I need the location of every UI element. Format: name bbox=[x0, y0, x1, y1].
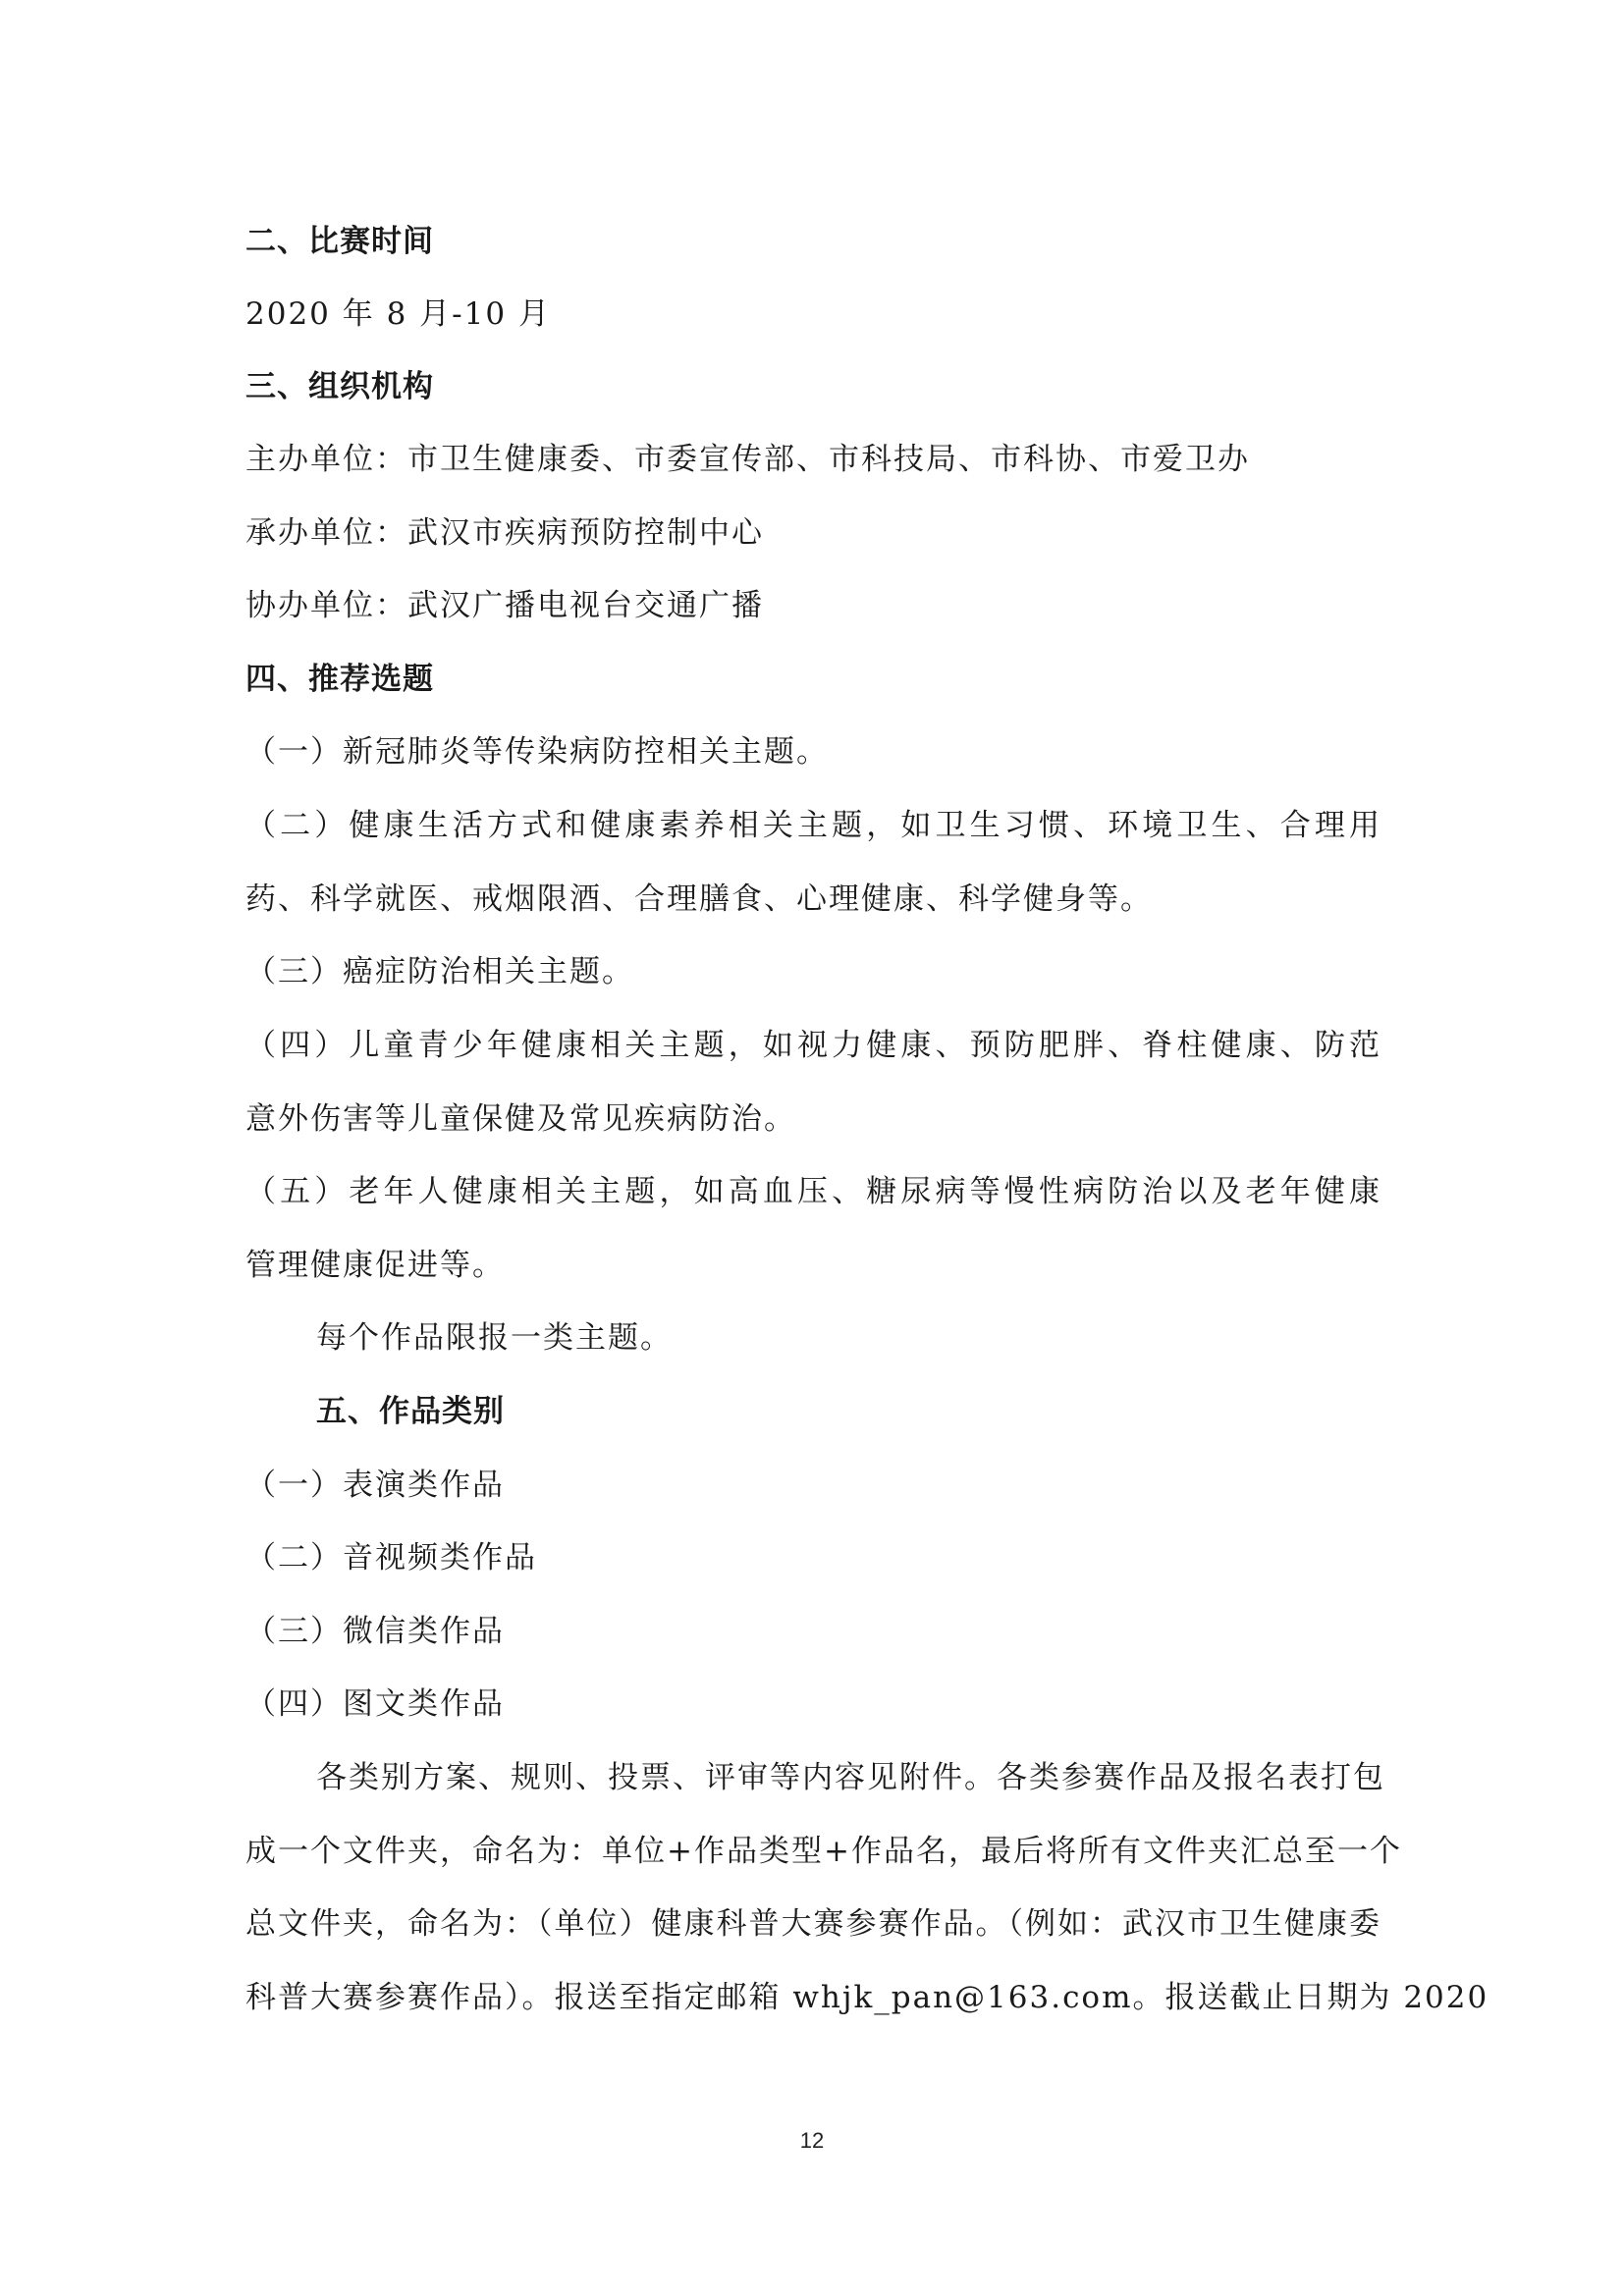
category-item-2: （二）音视频类作品 bbox=[245, 1540, 537, 1575]
topic-item-4-line-1: （四）儿童青少年健康相关主题，如视力健康、预防肥胖、脊柱健康、防范 bbox=[245, 1028, 1381, 1063]
topic-item-2-line-1: （二）健康生活方式和健康素养相关主题，如卫生习惯、环境卫生、合理用 bbox=[245, 808, 1381, 843]
submission-line-4: 科普大赛参赛作品）。报送至指定邮箱 whjk_pan@163.com。报送截止日期为 2020 bbox=[245, 1980, 1489, 2015]
topic-item-5-line-2: 管理健康促进等。 bbox=[245, 1248, 505, 1283]
page-number: 12 bbox=[799, 2128, 825, 2153]
assisting-unit: 协办单位：武汉广播电视台交通广播 bbox=[245, 588, 764, 623]
topic-note: 每个作品限报一类主题。 bbox=[316, 1320, 673, 1356]
topic-item-4-line-2: 意外伤害等儿童保健及常见疾病防治。 bbox=[245, 1101, 796, 1137]
competition-time: 2020 年 8 月-10 月 bbox=[245, 296, 551, 332]
submission-line-2: 成一个文件夹，命名为：单位+作品类型+作品名，最后将所有文件夹汇总至一个 bbox=[245, 1834, 1402, 1869]
category-item-4: （四）图文类作品 bbox=[245, 1686, 505, 1722]
submission-line-3: 总文件夹，命名为：（单位）健康科普大赛参赛作品。（例如：武汉市卫生健康委 bbox=[245, 1906, 1381, 1942]
section-heading-time: 二、比赛时间 bbox=[245, 224, 434, 259]
topic-item-5-line-1: （五）老年人健康相关主题，如高血压、糖尿病等慢性病防治以及老年健康 bbox=[245, 1174, 1381, 1209]
category-item-3: （三）微信类作品 bbox=[245, 1614, 505, 1649]
section-heading-categories: 五、作品类别 bbox=[316, 1394, 505, 1429]
topic-item-2-line-2: 药、科学就医、戒烟限酒、合理膳食、心理健康、科学健身等。 bbox=[245, 881, 1153, 917]
topic-item-1: （一）新冠肺炎等传染病防控相关主题。 bbox=[245, 734, 829, 770]
host-unit: 主办单位：市卫生健康委、市委宣传部、市科技局、市科协、市爱卫办 bbox=[245, 442, 1250, 477]
section-heading-topics: 四、推荐选题 bbox=[245, 662, 434, 697]
undertaking-unit: 承办单位：武汉市疾病预防控制中心 bbox=[245, 515, 764, 551]
submission-line-1: 各类别方案、规则、投票、评审等内容见附件。各类参赛作品及报名表打包 bbox=[316, 1760, 1385, 1795]
topic-item-3: （三）癌症防治相关主题。 bbox=[245, 954, 634, 989]
section-heading-organization: 三、组织机构 bbox=[245, 369, 434, 404]
category-item-1: （一）表演类作品 bbox=[245, 1468, 505, 1503]
